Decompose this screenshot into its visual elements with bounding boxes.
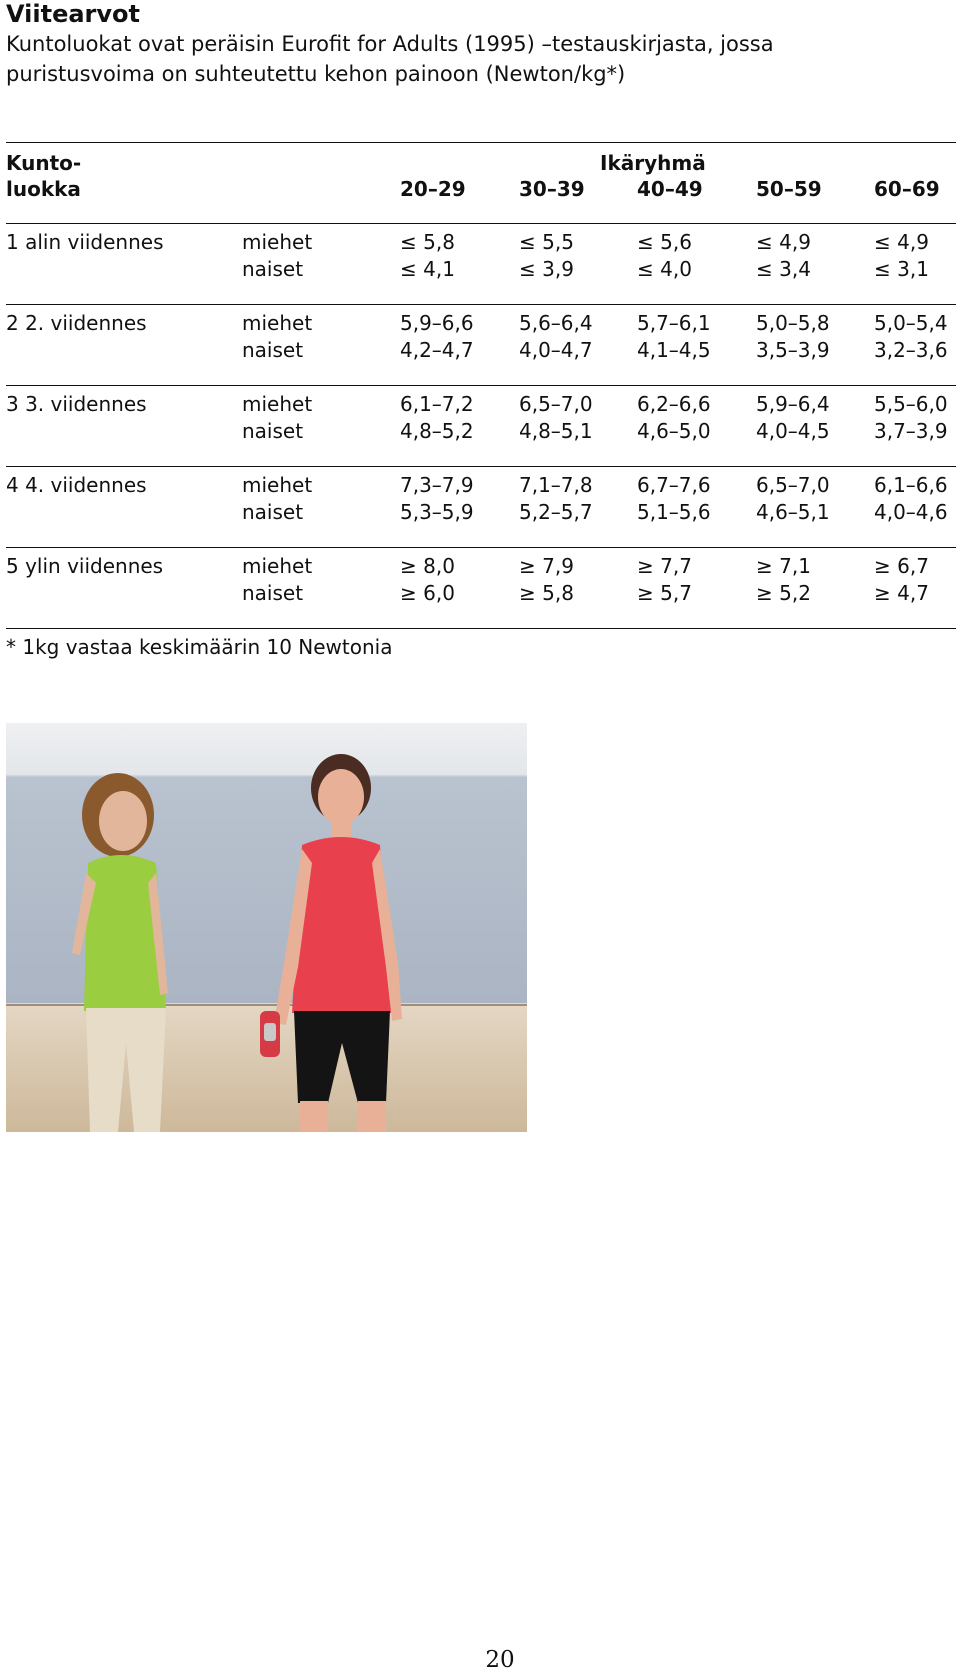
cell-women-60-69: 3,2–3,6 bbox=[874, 338, 948, 362]
footnote: * 1kg vastaa keskimäärin 10 Newtonia bbox=[6, 635, 393, 659]
cell-women-60-69: ≤ 3,1 bbox=[874, 257, 929, 281]
page-title: Viitearvot bbox=[6, 0, 140, 28]
header-age-group: Ikäryhmä bbox=[600, 151, 706, 175]
cell-men-20-29: ≤ 5,8 bbox=[400, 230, 455, 254]
row-class-label: 2 2. viidennes bbox=[6, 311, 147, 335]
row-separator bbox=[6, 304, 956, 305]
cell-women-30-39: 5,2–5,7 bbox=[519, 500, 593, 524]
cell-women-20-29: 4,8–5,2 bbox=[400, 419, 474, 443]
cell-men-50-59: 5,9–6,4 bbox=[756, 392, 830, 416]
cell-women-30-39: ≤ 3,9 bbox=[519, 257, 574, 281]
page-number: 20 bbox=[485, 1647, 515, 1673]
row-women-label: naiset bbox=[242, 419, 304, 443]
cell-men-30-39: ≤ 5,5 bbox=[519, 230, 574, 254]
cell-men-50-59: ≤ 4,9 bbox=[756, 230, 811, 254]
header-age-60-69: 60–69 bbox=[874, 177, 940, 201]
cell-men-20-29: 7,3–7,9 bbox=[400, 473, 474, 497]
cell-men-60-69: ≤ 4,9 bbox=[874, 230, 929, 254]
cell-women-50-59: ≤ 3,4 bbox=[756, 257, 811, 281]
cell-men-60-69: 5,0–5,4 bbox=[874, 311, 948, 335]
cell-women-30-39: ≥ 5,8 bbox=[519, 581, 574, 605]
cell-women-40-49: ≤ 4,0 bbox=[637, 257, 692, 281]
cell-men-50-59: 6,5–7,0 bbox=[756, 473, 830, 497]
header-class-line-2: luokka bbox=[6, 177, 81, 201]
subtitle-line-1: Kuntoluokat ovat peräisin Eurofit for Adults (1995) –testauskirjasta, jossa bbox=[6, 32, 774, 56]
cell-women-50-59: 4,0–4,5 bbox=[756, 419, 830, 443]
row-class-label: 3 3. viidennes bbox=[6, 392, 147, 416]
subtitle-line-2: puristusvoima on suhteutettu kehon painoon (Newton/kg*) bbox=[6, 62, 626, 86]
header-rule bbox=[6, 223, 956, 224]
cell-men-40-49: 5,7–6,1 bbox=[637, 311, 711, 335]
photo-wall bbox=[6, 723, 527, 1008]
row-women-label: naiset bbox=[242, 581, 304, 605]
row-men-label: miehet bbox=[242, 311, 313, 335]
row-class-label: 4 4. viidennes bbox=[6, 473, 147, 497]
cell-women-20-29: 5,3–5,9 bbox=[400, 500, 474, 524]
cell-women-40-49: 4,6–5,0 bbox=[637, 419, 711, 443]
header-age-30-39: 30–39 bbox=[519, 177, 585, 201]
row-men-label: miehet bbox=[242, 392, 313, 416]
row-class-label: 1 alin viidennes bbox=[6, 230, 164, 254]
cell-men-50-59: 5,0–5,8 bbox=[756, 311, 830, 335]
handgrip-test-photo bbox=[6, 723, 527, 1132]
cell-women-20-29: ≥ 6,0 bbox=[400, 581, 455, 605]
row-separator bbox=[6, 466, 956, 467]
header-age-20-29: 20–29 bbox=[400, 177, 466, 201]
table-bottom-rule bbox=[6, 628, 956, 629]
cell-women-20-29: 4,2–4,7 bbox=[400, 338, 474, 362]
cell-men-40-49: 6,2–6,6 bbox=[637, 392, 711, 416]
cell-women-30-39: 4,0–4,7 bbox=[519, 338, 593, 362]
cell-men-40-49: ≥ 7,7 bbox=[637, 554, 692, 578]
row-men-label: miehet bbox=[242, 473, 313, 497]
header-age-50-59: 50–59 bbox=[756, 177, 822, 201]
cell-men-40-49: ≤ 5,6 bbox=[637, 230, 692, 254]
row-men-label: miehet bbox=[242, 554, 313, 578]
cell-men-60-69: ≥ 6,7 bbox=[874, 554, 929, 578]
row-women-label: naiset bbox=[242, 257, 304, 281]
cell-women-40-49: 4,1–4,5 bbox=[637, 338, 711, 362]
cell-men-20-29: ≥ 8,0 bbox=[400, 554, 455, 578]
table-top-rule bbox=[6, 142, 956, 143]
cell-women-50-59: ≥ 5,2 bbox=[756, 581, 811, 605]
cell-women-50-59: 3,5–3,9 bbox=[756, 338, 830, 362]
cell-women-60-69: 4,0–4,6 bbox=[874, 500, 948, 524]
header-class-line-1: Kunto- bbox=[6, 151, 82, 175]
cell-women-50-59: 4,6–5,1 bbox=[756, 500, 830, 524]
row-women-label: naiset bbox=[242, 500, 304, 524]
row-women-label: naiset bbox=[242, 338, 304, 362]
row-separator bbox=[6, 547, 956, 548]
cell-men-60-69: 6,1–6,6 bbox=[874, 473, 948, 497]
cell-women-40-49: ≥ 5,7 bbox=[637, 581, 692, 605]
cell-men-20-29: 5,9–6,6 bbox=[400, 311, 474, 335]
cell-men-40-49: 6,7–7,6 bbox=[637, 473, 711, 497]
cell-men-50-59: ≥ 7,1 bbox=[756, 554, 811, 578]
cell-men-60-69: 5,5–6,0 bbox=[874, 392, 948, 416]
row-men-label: miehet bbox=[242, 230, 313, 254]
cell-men-30-39: 5,6–6,4 bbox=[519, 311, 593, 335]
cell-women-30-39: 4,8–5,1 bbox=[519, 419, 593, 443]
header-age-40-49: 40–49 bbox=[637, 177, 703, 201]
cell-men-30-39: ≥ 7,9 bbox=[519, 554, 574, 578]
cell-women-60-69: ≥ 4,7 bbox=[874, 581, 929, 605]
cell-women-60-69: 3,7–3,9 bbox=[874, 419, 948, 443]
cell-men-30-39: 6,5–7,0 bbox=[519, 392, 593, 416]
cell-women-40-49: 5,1–5,6 bbox=[637, 500, 711, 524]
row-separator bbox=[6, 385, 956, 386]
row-class-label: 5 ylin viidennes bbox=[6, 554, 164, 578]
cell-men-20-29: 6,1–7,2 bbox=[400, 392, 474, 416]
cell-women-20-29: ≤ 4,1 bbox=[400, 257, 455, 281]
cell-men-30-39: 7,1–7,8 bbox=[519, 473, 593, 497]
